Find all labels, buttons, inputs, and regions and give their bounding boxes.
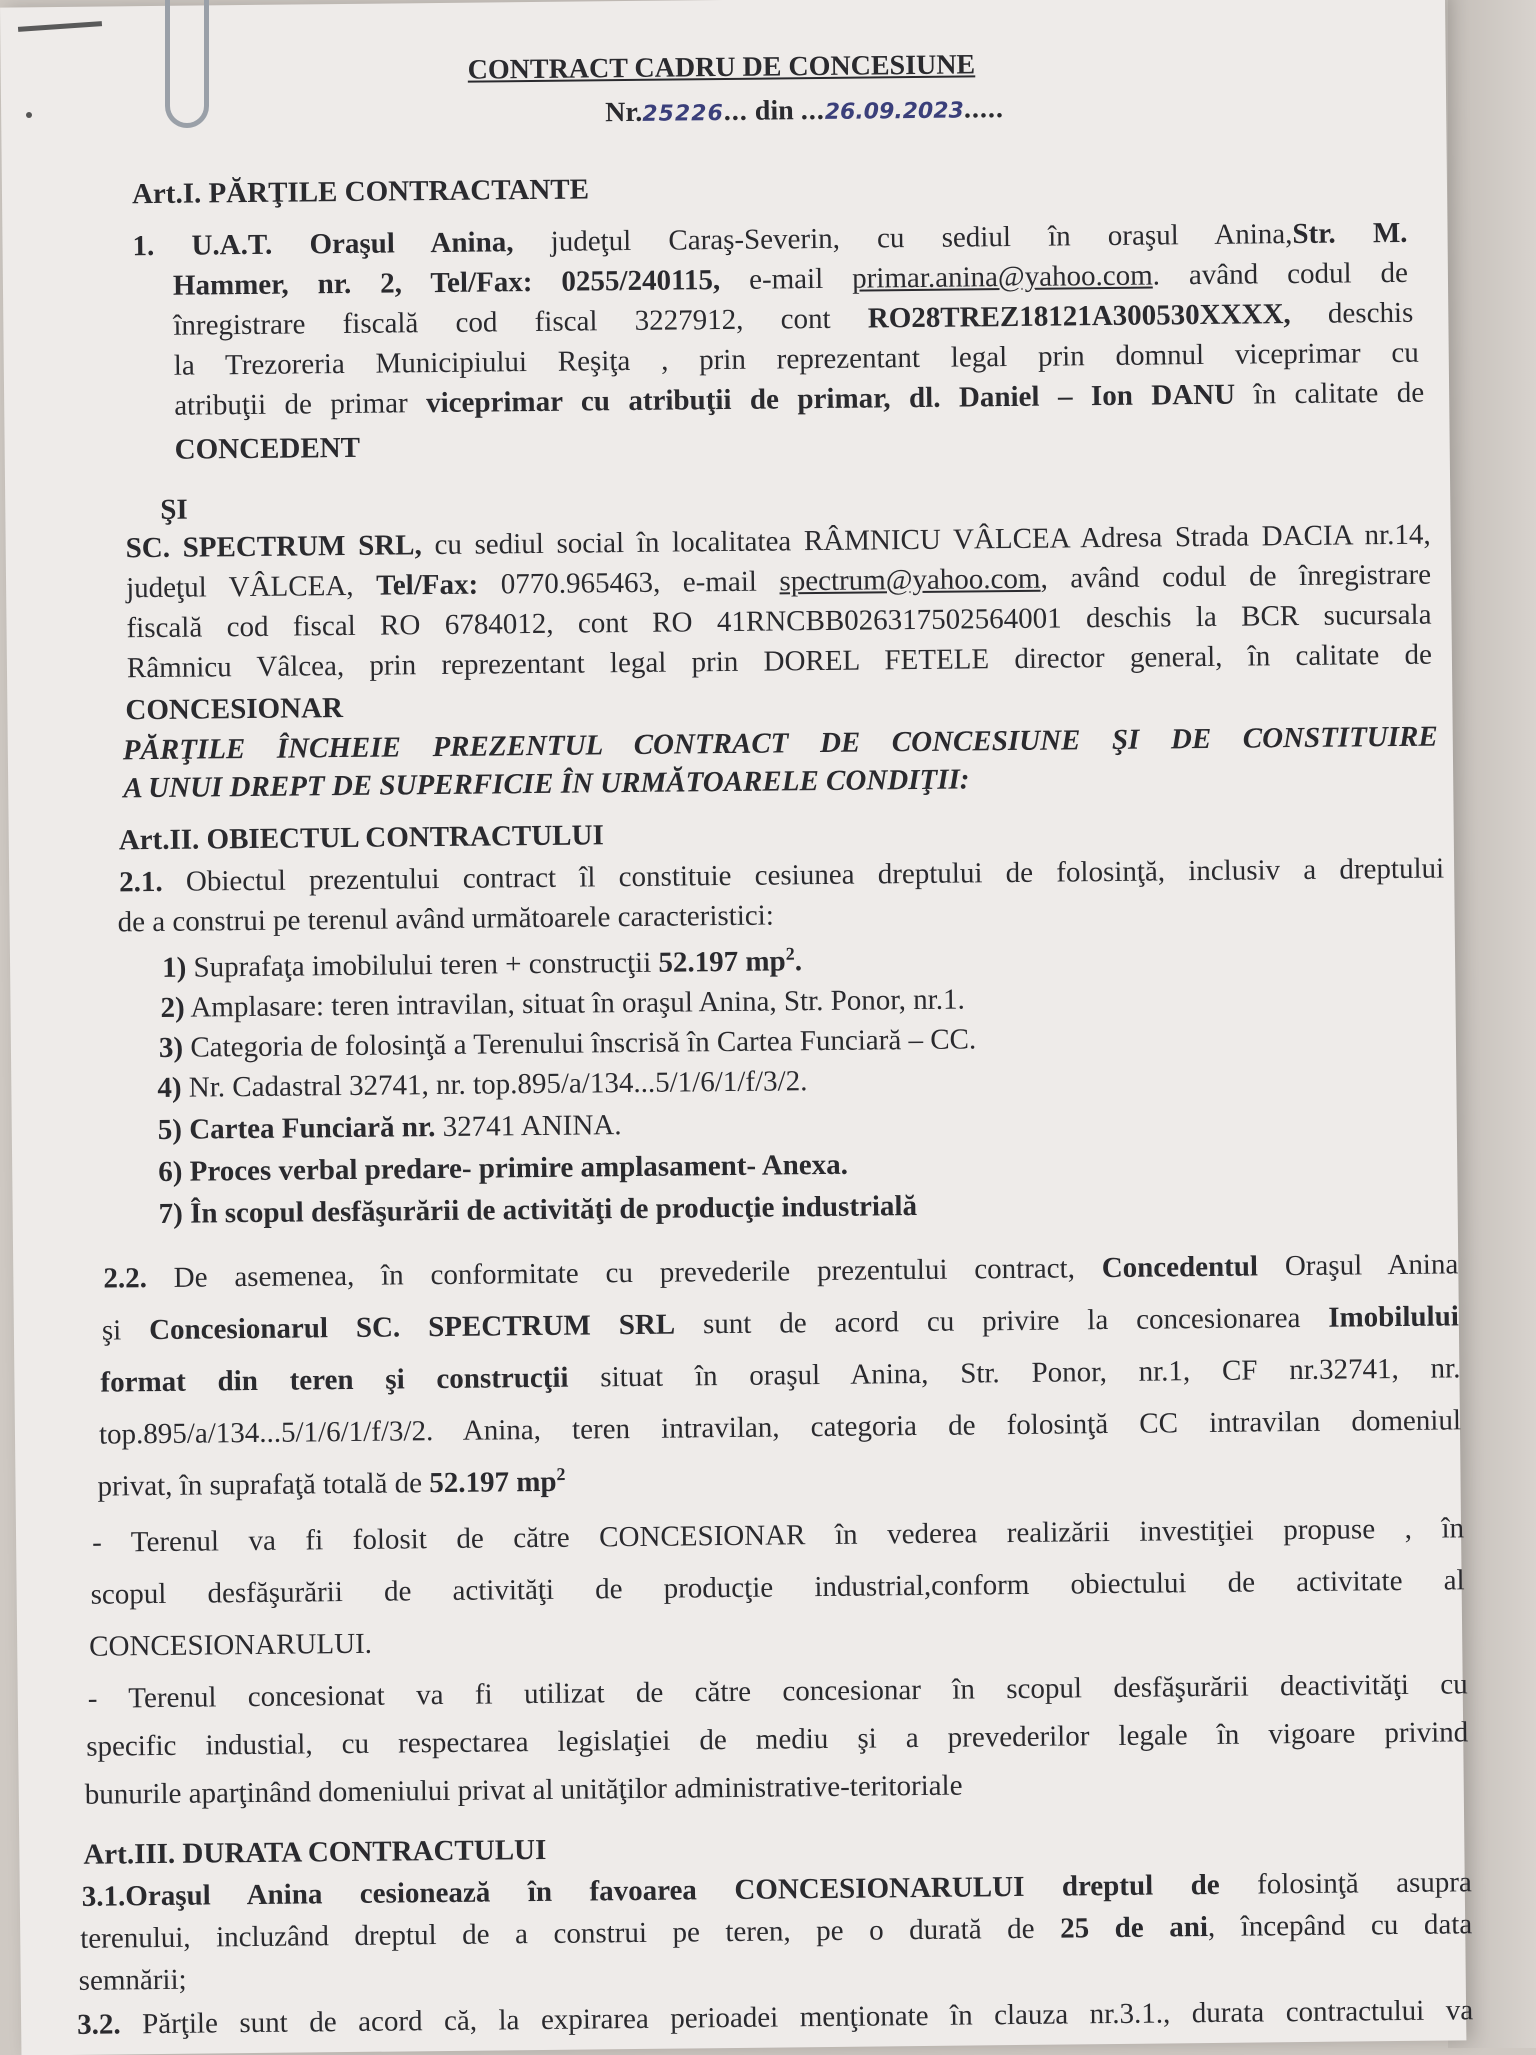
clause-3-1-line1: 3.1.Oraşul Anina cesionează în favoarea CONCESIONARULUI dreptul de folosinţă asupra <box>81 1866 1472 1913</box>
date-value: 26.09.2023 <box>824 98 965 125</box>
clause-2-2-line1: 2.2. De asemenea, în conformitate cu prevederile prezentului contract, Concedentul Oraşul Anina <box>103 1248 1459 1295</box>
party2-line3: fiscală cod fiscal RO 6784012, cont RO 41RNCBB026317502564001 deschis la BCR sucursala <box>126 598 1432 645</box>
usage-paragraph2-line3: bunurile aparţinând domeniului privat al unităţilor administrative-teritoriale <box>84 1769 963 1811</box>
party2-role: CONCESIONAR <box>125 692 344 727</box>
usage-paragraph2-line1: - Terenul concesionat va fi utilizat de către concesionar în scopul desfăşurării deactivităţi cu <box>87 1668 1468 1715</box>
usage-paragraph1-line1: - Terenul va fi folosit de către CONCESIONAR în vederea realizării investiţiei propuse , în <box>91 1512 1465 1559</box>
party1-line5: atribuţii de primar viceprimar cu atribuţii de primar, dl. Daniel – Ion DANU în calitate de <box>174 376 1425 422</box>
intro-line1: PĂRŢILE ÎNCHEIE PREZENTUL CONTRACT DE CONCESIUNE ŞI DE CONSTITUIRE <box>122 720 1438 767</box>
party1-line3: înregistrare fiscală cod fiscal 3227912, cont RO28TREZ18121A300530XXXX, deschis <box>173 296 1414 342</box>
intro-line2: A UNUI DREPT DE SUPERFICIE ÎN URMĂTOARELE CONDIŢII: <box>123 763 970 805</box>
clause-2-2-line4: top.895/a/134...5/1/6/1/f/3/2. Anina, teren intravilan, categoria de folosinţă CC intravilan domeniul <box>98 1404 1462 1451</box>
usage-paragraph1-line2: scopul desfăşurării de activităţi de producţie industrial,conform obiectului de activitate al <box>90 1564 1465 1611</box>
party1-email: primar.anina@yahoo.com <box>852 259 1153 295</box>
party2-line1: SC. SPECTRUM SRL, cu sediul social în localitatea RÂMNICU VÂLCEA Adresa Strada DACIA nr.14, <box>125 518 1431 565</box>
usage-paragraph1-line3: CONCESIONARULUI. <box>89 1627 373 1663</box>
list-item-6: 6) Proces verbal predare- primire amplasament- Anexa. <box>158 1148 849 1188</box>
contract-number-line: Nr.25226... din ...26.09.2023..... <box>605 93 1005 129</box>
document-title: CONTRACT CADRU DE CONCESIUNE <box>467 49 976 86</box>
clause-3-1-line3: semnării; <box>78 1963 187 1997</box>
list-item-7: 7) În scopul desfăşurării de activităţi de producţie industrială <box>158 1190 918 1230</box>
party1-line1: 1. U.A.T. Oraşul Anina, judeţul Caraş-Severin, cu sediul în oraşul Anina,Str. M. <box>132 216 1408 263</box>
party1-role: CONCEDENT <box>174 431 361 466</box>
nr-value: 25226 <box>642 100 724 127</box>
list-item-5: 5) Cartea Funciară nr. 32741 ANINA. <box>157 1109 622 1146</box>
party2-email: spectrum@yahoo.com <box>779 562 1041 598</box>
party1-name: 1. U.A.T. Oraşul Anina, <box>132 226 514 263</box>
party1-account: RO28TREZ18121A300530XXXX, <box>867 298 1291 335</box>
clause-2-2-line2: şi Concesionarul SC. SPECTRUM SRL sunt de acord cu privire la concesionarea Imobilului <box>101 1300 1459 1347</box>
clause-3-2-line1: 3.2. Părţile sunt de acord că, la expirarea perioadei menţionate în clauza nr.3.1., durata contractului va <box>77 1994 1474 2041</box>
list-item-3: 3) Categoria de folosinţă a Terenului înscrisă în Cartea Funciară – CC. <box>158 1023 977 1064</box>
party1-line4: la Trezoreria Municipiului Reşiţa , prin reprezentant legal prin domnul viceprimar cu <box>173 336 1419 382</box>
list-item-4: 4) Nr. Cadastral 32741, nr. top.895/a/134...5/1/6/1/f/3/2. <box>157 1065 808 1104</box>
pen-dot <box>26 112 32 118</box>
list-item-2: 2) Amplasare: teren intravilan, situat în oraşul Anina, Str. Ponor, nr.1. <box>160 983 965 1024</box>
party2-line4: Râmnicu Vâlcea, prin reprezentant legal prin DOREL FETELE director general, în calitate de <box>126 638 1433 685</box>
clause-2-1-line2: de a construi pe terenul având următoarele caracteristici: <box>117 899 774 939</box>
usage-paragraph2-line2: specific industial, cu respectarea legislaţiei de mediu şi a prevederilor legale în vigoare privind <box>86 1716 1469 1763</box>
conjunction-si: ŞI <box>160 493 188 526</box>
din-label: din <box>754 95 794 127</box>
nr-label: Nr. <box>605 96 643 129</box>
clause-2-2-line5: privat, în suprafaţă totală de 52.197 $mp^2$ <box>97 1464 566 1503</box>
clause-2-1-line1: 2.1. Obiectul prezentului contract îl constituie cesiunea dreptului de folosinţă, inclusiv a dreptului <box>119 852 1445 899</box>
art2-heading: Art.II. OBIECTUL CONTRACTULUI <box>118 819 604 857</box>
art3-heading: Art.III. DURATA CONTRACTULUI <box>83 1833 547 1871</box>
art1-heading: Art.I. PĂRŢILE CONTRACTANTE <box>131 173 590 211</box>
party2-name: SC. SPECTRUM SRL, <box>125 529 422 565</box>
clause-3-1-line2: terenului, incluzând dreptul de a construi pe teren, pe o durată de 25 de ani, începând cu data <box>80 1908 1473 1955</box>
party2-line2: judeţul VÂLCEA, Tel/Fax: 0770.965463, e-mail spectrum@yahoo.com, având codul de înregistrare <box>125 558 1432 605</box>
list-item-1: 1) Suprafaţa imobilului teren + construcţii 52.197 $mp^2$. <box>161 943 803 984</box>
paperclip-icon <box>165 0 209 128</box>
clause-2-2-line3: format din teren şi construcţii situat în oraşul Anina, Str. Ponor, nr.1, CF nr.32741, nr. <box>100 1352 1461 1399</box>
party1-line2: Hammer, nr. 2, Tel/Fax: 0255/240115, e-mail primar.anina@yahoo.com. având codul de <box>172 256 1409 302</box>
